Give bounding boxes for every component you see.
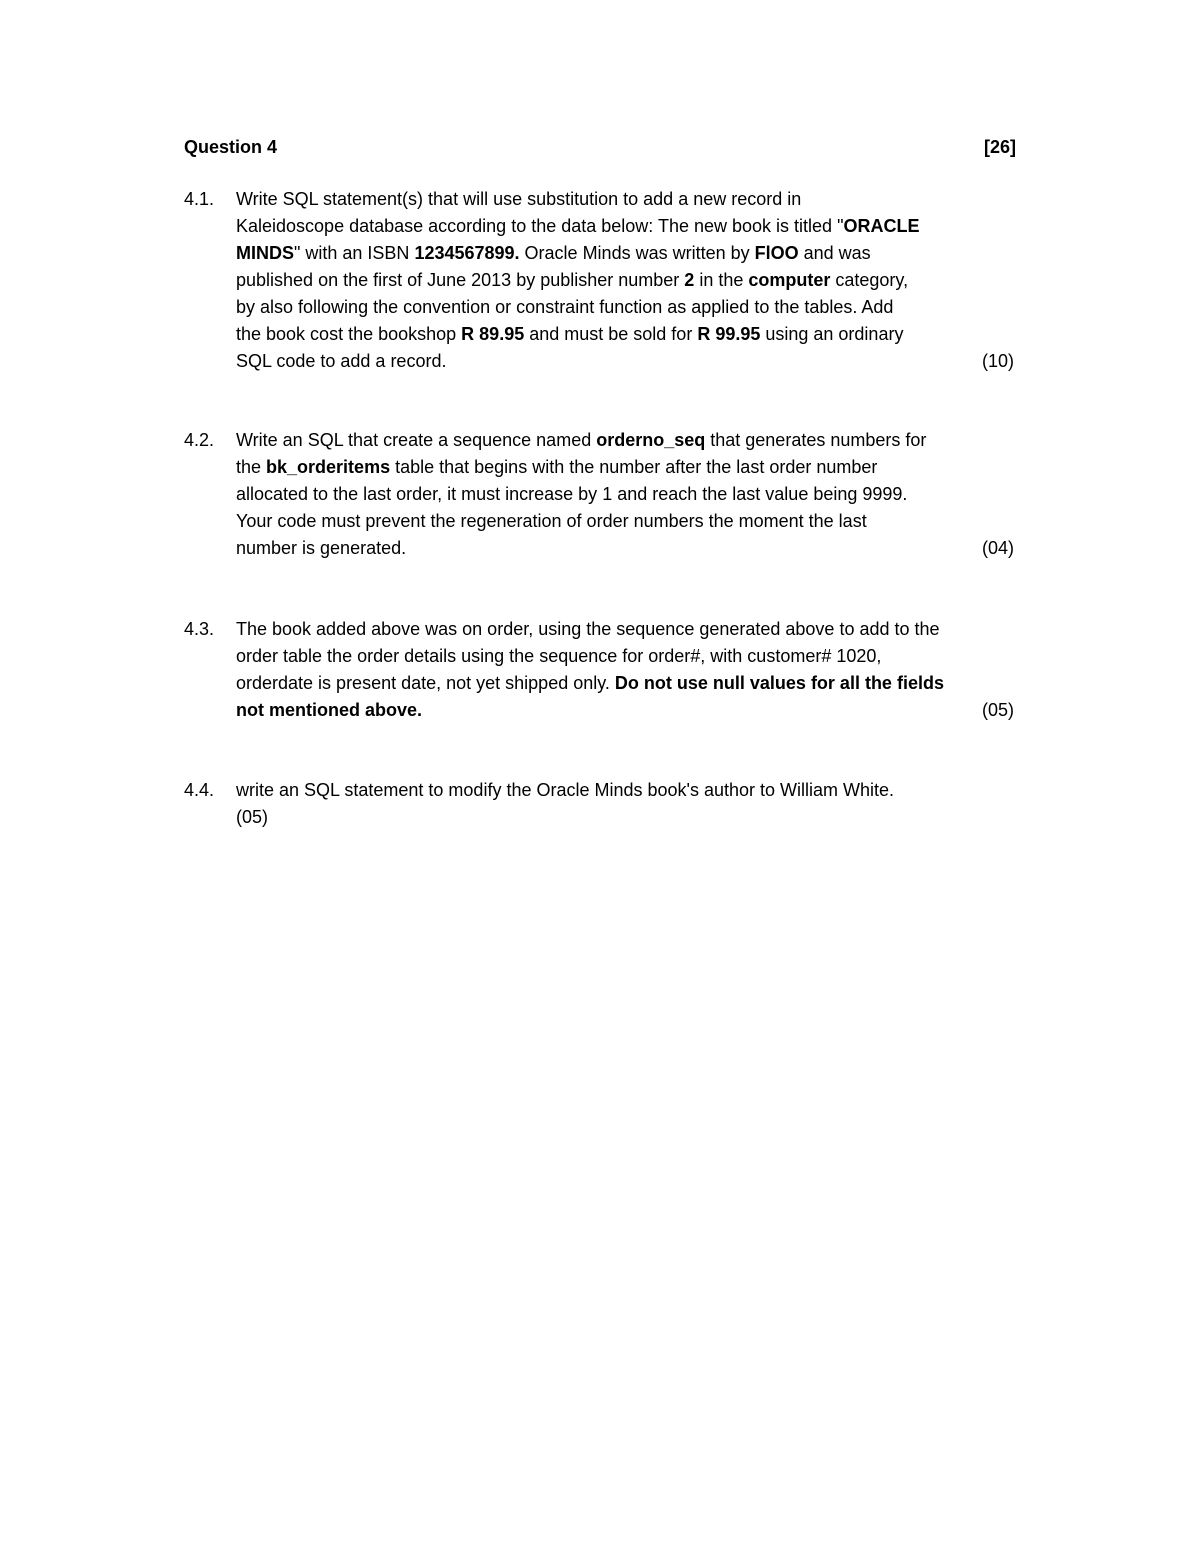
subquestion-4-4 xyxy=(184,777,1024,831)
text-line: by also following the convention or constraint function as applied to the tables. Add xyxy=(236,297,894,317)
subquestion-text xyxy=(236,427,1022,562)
text-line: Your code must prevent the regeneration of order numbers the moment the last xyxy=(236,511,867,531)
question-header xyxy=(184,134,1016,160)
question-title: Question 4 xyxy=(184,137,278,157)
subquestion-number: 4.3. xyxy=(184,619,215,639)
text-line: Write an SQL that create a sequence named orderno_seq that generates numbers for xyxy=(236,430,927,450)
text-line: MINDS" with an ISBN 1234567899. Oracle Minds was written by FlOO and was xyxy=(236,243,871,263)
subquestion-number: 4.4. xyxy=(184,780,215,800)
text-line: the book cost the bookshop R 89.95 and must be sold for R 99.95 using an ordinary xyxy=(236,324,904,344)
subquestion-number: 4.2. xyxy=(184,430,215,450)
text-line: not mentioned above. (05) xyxy=(236,697,1014,724)
text-line: Kaleidoscope database according to the data below: The new book is titled "ORACLE xyxy=(236,216,920,236)
question-total-marks: [26] xyxy=(983,137,1016,157)
text-line: Write SQL statement(s) that will use substitution to add a new record in xyxy=(236,189,802,209)
subquestion-marks: (05) xyxy=(236,807,269,827)
subquestion-number: 4.1. xyxy=(184,189,215,209)
text-line: the bk_orderitems table that begins with the number after the last order number xyxy=(236,457,878,477)
subquestion-text xyxy=(236,616,1022,724)
text-line: orderdate is present date, not yet shipped only. Do not use null values for all the fields xyxy=(236,673,944,693)
text-line: write an SQL statement to modify the Oracle Minds book's author to William White. xyxy=(236,780,895,800)
text-line: The book added above was on order, using the sequence generated above to add to the xyxy=(236,619,940,639)
text-line: published on the first of June 2013 by publisher number 2 in the computer category, xyxy=(236,270,909,290)
subquestion-text xyxy=(236,186,1022,375)
subquestion-text xyxy=(236,777,1022,831)
subquestion-marks: (10) xyxy=(981,351,1014,371)
text-line: allocated to the last order, it must increase by 1 and reach the last value being 9999. xyxy=(236,484,908,504)
subquestion-4-2 xyxy=(184,427,1024,562)
text-line: SQL code to add a record. (10) xyxy=(236,348,1014,375)
text-line: order table the order details using the sequence for order#, with customer# 1020, xyxy=(236,646,882,666)
text-line: number is generated. (04) xyxy=(236,535,1014,562)
subquestion-marks: (04) xyxy=(981,538,1014,558)
subquestion-4-3 xyxy=(184,616,1024,724)
subquestion-4-1 xyxy=(184,186,1024,375)
subquestion-marks: (05) xyxy=(981,700,1014,720)
